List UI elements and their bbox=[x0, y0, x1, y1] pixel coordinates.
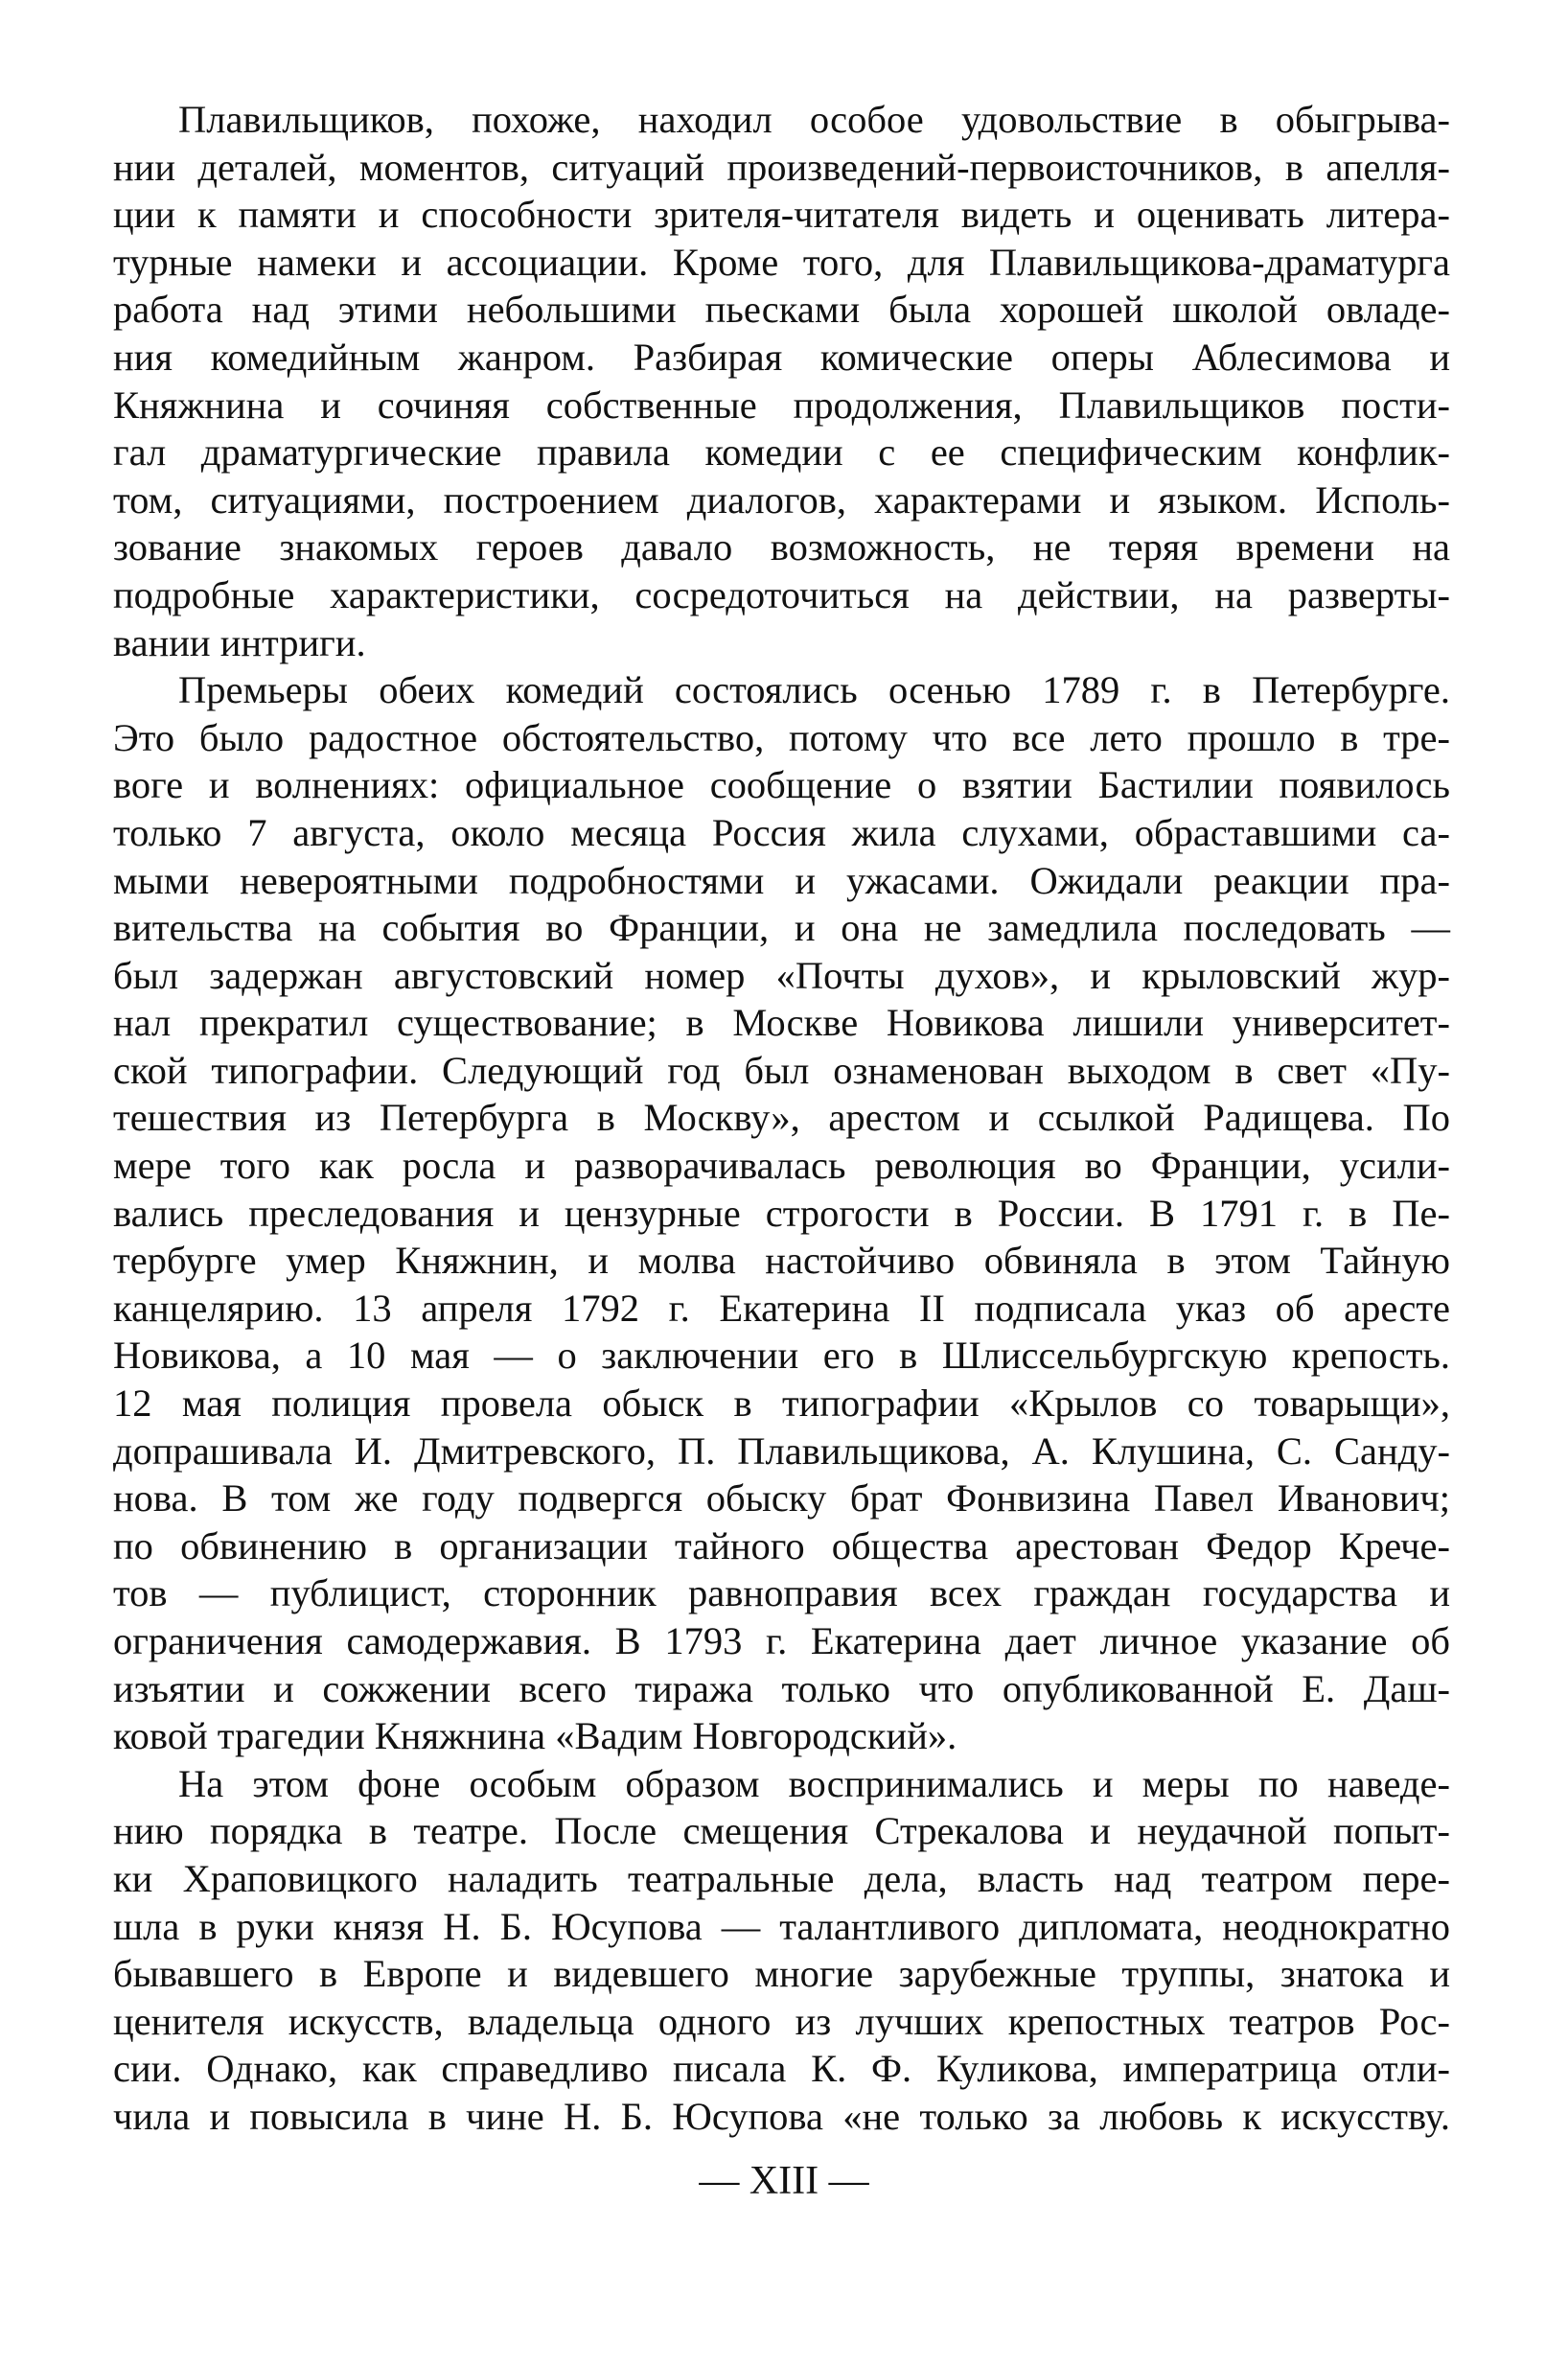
text-line: нова. В том же году подвергся обыску брат Фонвизина Павел Иванович; bbox=[113, 1476, 1450, 1521]
text-line: был задержан августовский номер «Почты духов», и крыловский жур- bbox=[113, 953, 1450, 997]
text-line: гал драматургические правила комедии с ее специфическим конфлик- bbox=[113, 430, 1450, 475]
text-line: работа над этими небольшими пьесками была хорошей школой овладе- bbox=[113, 288, 1450, 332]
text-line: 12 мая полиция провела обыск в типографии «Крылов со товарыщи», bbox=[113, 1381, 1450, 1426]
text-line: ской типографии. Следующий год был ознаменован выходом в свет «Пу- bbox=[113, 1048, 1450, 1092]
text-line: ценителя искусств, владельца одного из лучших крепостных театров Рос- bbox=[113, 1999, 1450, 2043]
text-line: вительства на события во Франции, и она не замедлила последовать — bbox=[113, 906, 1450, 950]
text-line: тов — публицист, сторонник равноправия всех граждан государства и bbox=[113, 1571, 1450, 1615]
text-line: бывавшего в Европе и видевшего многие зарубежные труппы, знатока и bbox=[113, 1952, 1450, 1996]
text-line: турные намеки и ассоциации. Кроме того, для Плавильщикова-драматурга bbox=[113, 240, 1450, 284]
text-line: нии деталей, моментов, ситуаций произведений-первоисточников, в апелля- bbox=[113, 145, 1450, 189]
text-line: Плавильщиков, похоже, находил особое удовольствие в обыгрыва- bbox=[178, 98, 1450, 141]
text-line: На этом фоне особым образом воспринимались и меры по наведе- bbox=[178, 1761, 1450, 1805]
text-line: вались преследования и цензурные строгости в России. В 1791 г. в Пе- bbox=[113, 1191, 1450, 1235]
text-line: нию порядка в театре. После смещения Стрекалова и неудачной попыт- bbox=[113, 1809, 1450, 1853]
text-line: только 7 августа, около месяца Россия жила слухами, обраставшими са- bbox=[113, 810, 1450, 854]
text-line: тербурге умер Княжнин, и молва настойчиво обвиняла в этом Тайную bbox=[113, 1239, 1450, 1283]
text-line: шла в руки князя Н. Б. Юсупова — талантливого дипломата, неоднократно bbox=[113, 1904, 1450, 1948]
paragraph-3 bbox=[113, 1760, 1450, 2141]
text-line: ния комедийным жанром. Разбирая комические оперы Аблесимова и bbox=[113, 335, 1450, 379]
text-line: мере того как росла и разворачивалась революция во Франции, усили- bbox=[113, 1144, 1450, 1188]
text-line: изъятии и сожжении всего тиража только что опубликованной Е. Даш- bbox=[113, 1666, 1450, 1710]
text-line: по обвинению в организации тайного общества арестован Федор Крече- bbox=[113, 1523, 1450, 1567]
paragraph-2 bbox=[113, 666, 1450, 1760]
text-line: Новикова, а 10 мая — о заключении его в Шлиссельбургскую крепость. bbox=[113, 1334, 1450, 1378]
text-line: вании интриги. bbox=[113, 620, 366, 664]
paragraph-1 bbox=[113, 96, 1450, 666]
text-line: зование знакомых героев давало возможность, не теряя времени на bbox=[113, 525, 1450, 569]
text-line: ции к памяти и способности зрителя-читателя видеть и оценивать литера- bbox=[113, 193, 1450, 237]
text-line: ограничения самодержавия. В 1793 г. Екатерина дает личное указание об bbox=[113, 1619, 1450, 1662]
text-line: подробные характеристики, сосредоточиться на действии, на разверты- bbox=[113, 572, 1450, 616]
page-number: — XIII — bbox=[699, 2159, 869, 2203]
text-line: допрашивала И. Дмитревского, П. Плавильщикова, А. Клушина, С. Санду- bbox=[113, 1428, 1450, 1473]
text-line: чила и повысила в чине Н. Б. Юсупова «не только за любовь к искусству. bbox=[113, 2094, 1450, 2138]
text-line: Это было радостное обстоятельство, потому что все лето прошло в тре- bbox=[113, 715, 1450, 759]
text-line: сии. Однако, как справедливо писала К. Ф. Куликова, императрица отли- bbox=[113, 2047, 1450, 2091]
text-line: Княжнина и сочиняя собственные продолжения, Плавильщиков пости- bbox=[113, 383, 1450, 427]
text-line: ки Храповицкого наладить театральные дела, власть над театром пере- bbox=[113, 1856, 1450, 1900]
text-line: канцелярию. 13 апреля 1792 г. Екатерина II подписала указ об аресте bbox=[113, 1286, 1450, 1330]
text-line: воге и волнениях: официальное сообщение о взятии Бастилии появилось bbox=[113, 763, 1450, 807]
text-line: Премьеры обеих комедий состоялись осенью 1789 г. в Петербурге. bbox=[178, 668, 1450, 712]
text-line: тешествия из Петербурга в Москву», арестом и ссылкой Радищева. По bbox=[113, 1096, 1450, 1140]
page-body bbox=[113, 96, 1450, 2141]
text-line: том, ситуациями, построением диалогов, характерами и языком. Исполь- bbox=[113, 477, 1450, 522]
text-line: мыми невероятными подробностями и ужасами. Ожидали реакции пра- bbox=[113, 858, 1450, 902]
text-line: нал прекратил существование; в Москве Новикова лишили университет- bbox=[113, 1001, 1450, 1045]
text-line: ковой трагедии Княжнина «Вадим Новгородский». bbox=[113, 1714, 957, 1758]
